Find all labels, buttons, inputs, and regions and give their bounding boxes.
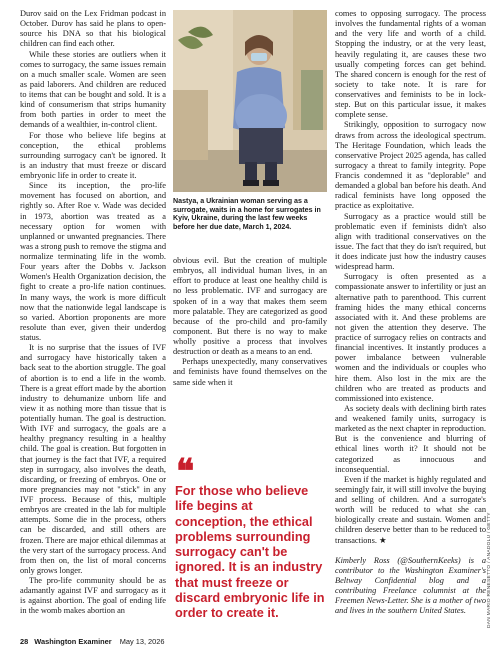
paragraph: Perhaps unexpectedly, many conservatives and feminists have found themselves on the same side when it [173,357,327,387]
paragraph: Even if the market is highly regulated and seemingly fair, it will still involve the buying and selling of children. And a surrogate's worth will be reduced to what she can biologically create and sustain. Women and children deserve better than to be reduced to transactions. ★ [335,474,486,545]
article-column-1 [20,9,166,617]
article-column-2 [173,256,327,388]
paragraph: While these stories are outliers when it comes to surrogacy, the same issues remain on a much smaller scale. Women are seen as paid laborers. And children are reduced to items that can be bought and sold. It is a kind of consumerism that strips humanity from both parties in order to meet the demands of a wealthier, in-control client. [20,49,166,130]
pull-quote: For those who believe life begins at conception, the ethical problems surrounding surrogacy can't be ignored. It is an industry that must freeze or discard embryonic life in order to create it. [175,484,325,621]
paragraph: Strikingly, opposition to surrogacy now draws from across the ideological spectrum. The Heritage Foundation, which leads the conservative Project 2025 agenda, has called surrogacy a threat to family integrity. Pope Francis condemned it as "deplorable" and demanded a global ban before his death. And radical feminists have long opposed the practice as exploitative. [335,120,486,211]
paragraph: Surrogacy is often presented as a compassionate answer to infertility or just an alternative path to parenthood. This current framing hides the many ethical concerns associated with it. And these problems are not given the attention they deserve. The practice of surrogacy relies on contracts and financial incentives. It instantly produces a power imbalance between vulnerable women and the individuals or couples who hire them. Also lost in the mix are the children who are treated as products and commissioned into existence. [335,272,486,403]
article-column-3 [335,9,486,616]
quote-mark-icon: ❝ [176,454,195,491]
paragraph: As society deals with declining birth rates and weakened family units, surrogacy is marketed as the next chapter in reproduction. But is the convenience and blurring of ethical lines worth it? It should not be categorized as innocuous and inconsequential. [335,403,486,474]
paragraph: comes to opposing surrogacy. The process involves the fundamental rights of a woman and the very life and worth of a child. Stopping the industry, or at the very least, heavily regulating it, are causes these two usually competing forces can get behind. The shared concern is enough for the rest of society to take note. It is rare for conservatives and feminists to be in lock-step. But on this particular issue, it makes complete sense. [335,9,486,120]
paragraph: For those who believe life begins at conception, the ethical problems surrounding surrogacy can't be ignored. It is an industry that must freeze or discard embryonic life in order to create it. [20,130,166,180]
author-bio: Kimberly Ross (@SouthernKeeks) is a contributor to the Washington Examiner's Beltway Confidential blog and a contributing Freelance columnist at the Freemen News-Letter. She is a mother of two and lives in the southern United States. [335,555,486,616]
surrogate-woman-photo [173,10,327,192]
paragraph: obvious evil. But the creation of multiple embryos, all individual human lives, in an effort to produce at least one healthy child is no less problematic. IVF and surrogacy are spoken of in a way that makes them seem more palatable. They are categorized as good because of the pro-child and pro-family component. But there is no way to make wholly positive a process that involves destruction or death as a means to an end. [173,256,327,357]
paragraph: It is no surprise that the issues of IVF and surrogacy have historically taken a back seat to the abortion struggle. The goal of abortion is to end a life in the womb. There is a great effort made by the abortion industry to dehumanize unborn life and view it as nothing more than tissue that is potentially human. The goal is destruction. With IVF and surrogacy, the goals are a healthy pregnancy resulting in a healthy child. The goal is creation. But forgotten in that journey is the fact that IVF, a required step in surrogacy, also involves the death, discarding, or freezing of embryos. One or more pregnancies may not "stick" in any IVF process. Because of this, multiple embryos are created in the lab for multiple attempts. Some die in the process, others can be discarded, and still others are frozen. There are major ethical dilemmas at the very start of the surrogacy process. And from then on, the list of moral concerns only grows longer. [20,343,166,575]
paragraph: Durov said on the Lex Fridman podcast in October. Durov has said he plans to open-source his DNA so that his biological children can find each other. [20,9,166,49]
paragraph: The pro-life community should be as adamantly against IVF and surrogacy as it is against abortion. The goal of ending life in the womb makes abortion an [20,576,166,616]
photo-credit: DAN MARIO RENESETTO / ANADOLU / GETTY [487,512,492,628]
publication-name: Washington Examiner [34,637,112,646]
paragraph: Since its inception, the pro-life movement has focused on abortion, and rightly so. After Roe v. Wade was decided in 1973, abortion was treated as a necessary option for women with unplanned or unwanted pregnancies. There was a strong push to remove the stigma and normalize terminating life in the womb. Four years after the Dobbs v. Jackson Women's Health Organization decision, the fight to create a pro-life nation continues. In many ways, the work is more difficult now that the nationwide legal landscape is so varied. Abortion proponents are more resolute than ever, given their underdog status. [20,181,166,342]
paragraph: Surrogacy as a practice would still be problematic even if feminists didn't also align with traditional conservatives on the issue. The fact that they do isn't required, but it does indicate just how the industry causes widespread harm. [335,211,486,272]
page-number: 28 [20,637,29,646]
photo-caption: Nastya, a Ukrainian woman serving as a surrogate, waits in a home for surrogates in Kyiv, Ukraine, during the last few weeks before her due date, March 1, 2024. [173,197,321,231]
page-footer [20,637,165,646]
article-photo [173,10,327,192]
issue-date: May 13, 2026 [119,637,165,646]
